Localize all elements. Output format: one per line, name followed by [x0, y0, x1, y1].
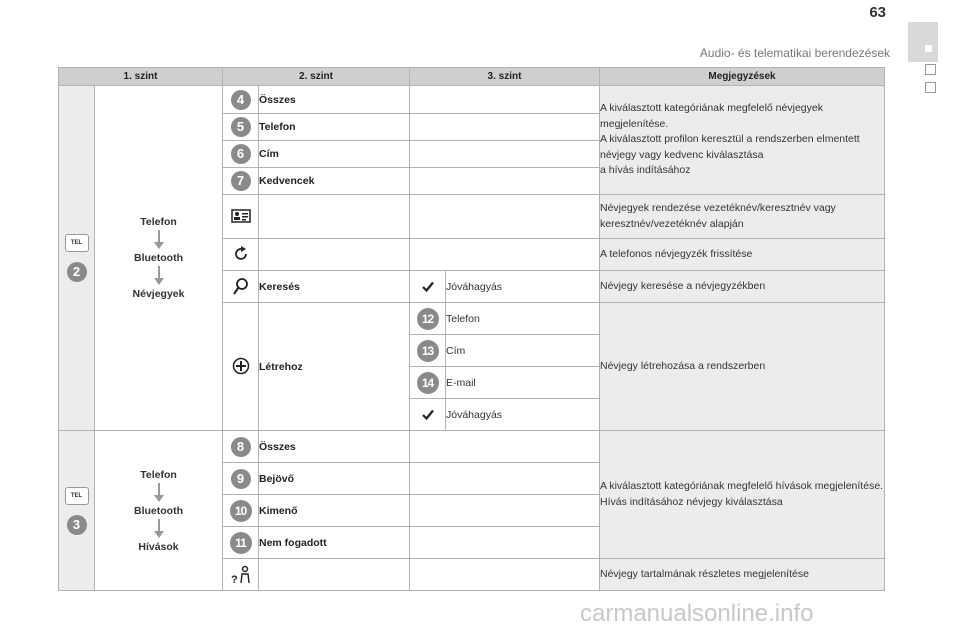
level1-cell-calls: [59, 431, 95, 591]
header-notes: Megjegyzések: [600, 68, 885, 86]
step-badge: 3: [67, 515, 87, 535]
empty-cell: [259, 239, 410, 271]
option-nem-fogadott: Nem fogadott: [259, 527, 410, 559]
refresh-icon: [232, 245, 250, 263]
option-telefon: Telefon: [259, 114, 410, 141]
empty-cell: [410, 141, 600, 168]
tel-button-icon: TEL: [65, 234, 89, 252]
note-contacts: [600, 86, 885, 195]
empty-cell: [410, 86, 600, 114]
empty-cell: [259, 195, 410, 239]
create-option-cim: Cím: [446, 335, 600, 367]
note-calls: [600, 431, 885, 559]
empty-cell: [410, 114, 600, 141]
empty-cell: [410, 559, 600, 591]
level1-cell-contacts: [59, 86, 95, 431]
page-number: 63: [869, 4, 886, 21]
empty-cell: [410, 168, 600, 195]
note-sort: Névjegyek rendezése vezetéknév/keresztnév vagy keresztnév/vezetéknév alapján: [600, 195, 885, 239]
arrow-down-icon: [153, 483, 165, 503]
badge-cell: [223, 168, 259, 195]
contact-question-icon: [230, 565, 252, 585]
empty-cell: [259, 559, 410, 591]
note-text: A kiválasztott kategóriának megfelelő hívások megjelenítése. Hívás indításához névjegy kiválasztása: [600, 480, 884, 508]
badge-cell: [410, 303, 446, 335]
badge-cell: [223, 114, 259, 141]
create-option-telefon: Telefon: [446, 303, 600, 335]
option-kimeno: Kimenő: [259, 495, 410, 527]
chapter-tab: [908, 22, 938, 62]
header-level-2: 2. szint: [223, 68, 410, 86]
empty-cell: [410, 495, 600, 527]
option-osszes-calls: Összes: [259, 431, 410, 463]
checkmark-icon: [422, 409, 434, 420]
checkmark-icon: [422, 281, 434, 292]
empty-cell: [410, 195, 600, 239]
svg-text:?: ?: [230, 573, 238, 585]
check-cell: [410, 271, 446, 303]
empty-cell: [410, 239, 600, 271]
empty-cell: [410, 527, 600, 559]
empty-cell: [410, 463, 600, 495]
step-badge: 9: [231, 469, 251, 489]
step-badge: 2: [67, 262, 87, 282]
note-search: Névjegy keresése a névjegyzékben: [600, 271, 885, 303]
plus-circle-icon: [232, 357, 250, 375]
icon-cell: [223, 303, 259, 431]
icon-cell: [223, 559, 259, 591]
header-level-3: 3. szint: [410, 68, 600, 86]
magnifier-icon: [232, 277, 250, 297]
level1-path-contacts: [95, 86, 223, 431]
note-refresh: A telefonos névjegyzék frissítése: [600, 239, 885, 271]
arrow-down-icon: [153, 519, 165, 539]
option-kereses: Keresés: [259, 271, 410, 303]
arrow-down-icon: [153, 230, 165, 250]
note-create: Névjegy létrehozása a rendszerben: [600, 303, 885, 431]
option-bejovo: Bejövő: [259, 463, 410, 495]
icon-cell: [223, 195, 259, 239]
path-nevjegyek: Névjegyek: [132, 288, 185, 300]
step-badge: 10: [230, 500, 252, 522]
path-bluetooth: Bluetooth: [134, 504, 183, 517]
badge-cell: [223, 495, 259, 527]
icon-cell: [223, 271, 259, 303]
option-letrehoz: Létrehoz: [259, 303, 410, 431]
menu-table: [58, 67, 885, 591]
page-title: Audio- és telematikai berendezések: [699, 46, 890, 60]
create-option-email: E-mail: [446, 367, 600, 399]
path-hivasok: Hívások: [138, 540, 179, 553]
arrow-down-icon: [153, 266, 165, 286]
confirm-label: Jóváhagyás: [446, 399, 600, 431]
step-badge: 8: [231, 437, 251, 457]
path-telefon: Telefon: [140, 216, 177, 228]
badge-cell: [223, 141, 259, 168]
badge-cell: [223, 86, 259, 114]
confirm-label: Jóváhagyás: [446, 271, 600, 303]
step-badge: 12: [417, 308, 439, 330]
step-badge: 7: [231, 171, 251, 191]
step-badge: 11: [230, 532, 252, 554]
path-bluetooth: Bluetooth: [134, 252, 183, 264]
badge-cell: [410, 335, 446, 367]
chapter-box-1: [925, 64, 936, 75]
step-badge: 6: [231, 144, 251, 164]
badge-cell: [410, 367, 446, 399]
path-telefon: Telefon: [140, 468, 177, 481]
chapter-marker: [925, 45, 932, 52]
level1-path-calls: [95, 431, 223, 591]
step-badge: 13: [417, 340, 439, 362]
note-detail: Névjegy tartalmának részletes megjelenítése: [600, 559, 885, 591]
note-text: A kiválasztott kategóriának megfelelő névjegyek megjelenítése. A kiválasztott profilon keresztül a rendszerben elmentett névjegy vagy kedvenc kiválasztása a hívás indításához: [600, 102, 860, 177]
empty-cell: [410, 431, 600, 463]
option-cim: Cím: [259, 141, 410, 168]
watermark: carmanualsonline.info: [580, 600, 814, 627]
badge-cell: [223, 527, 259, 559]
option-kedvencek: Kedvencek: [259, 168, 410, 195]
tel-button-icon: TEL: [65, 487, 89, 505]
step-badge: 5: [231, 117, 251, 137]
header-level-1: 1. szint: [59, 68, 223, 86]
option-osszes: Összes: [259, 86, 410, 114]
icon-cell: [223, 239, 259, 271]
badge-cell: [223, 463, 259, 495]
step-badge: 14: [417, 372, 439, 394]
chapter-box-2: [925, 82, 936, 93]
contact-card-icon: [231, 209, 251, 223]
badge-cell: [223, 431, 259, 463]
check-cell: [410, 399, 446, 431]
step-badge: 4: [231, 90, 251, 110]
